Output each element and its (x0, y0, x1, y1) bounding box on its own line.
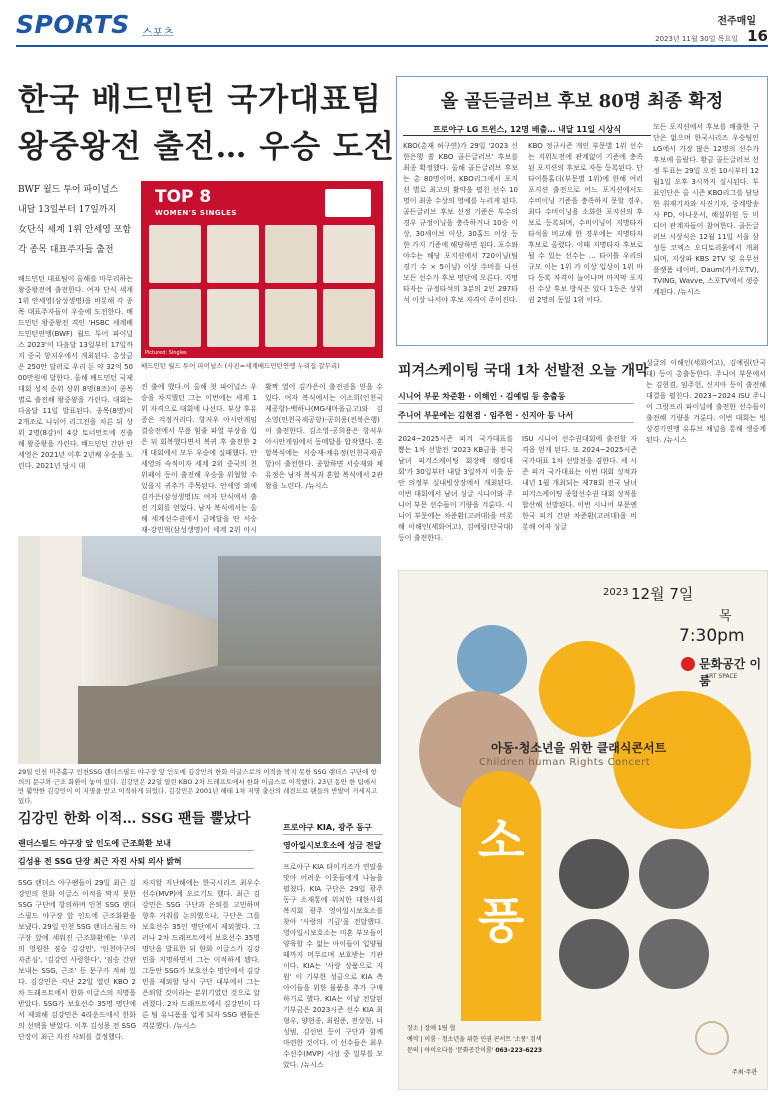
subhead-line: BWF 월드 투어 파이널스 (18, 185, 119, 195)
ad-title-en: Children human Rights Concert (479, 757, 651, 768)
performer-photo (559, 919, 629, 989)
ad-date: 12월 7일 (631, 585, 694, 603)
badminton-photo (141, 181, 383, 358)
figure-col-1: 2024~2025시즌 피겨 국가대표를 뽑는 1차 선발전 '2023 KB금융 전국남녀 피겨스케이팅 회장배 랭킹대회'가 30일부터 내달 3일까지 이틀 동안 의정부 실내빙상장에서 개최된다. 이번 대회에서 남녀 싱글 시니어와 주니어 부문 선수들이 기량을 겨룬다. 시니어 부문에는 차준환(고려대)을 비롯해 이해인(세화여고), 김예림(단국대) 등이 출전한다. (398, 435, 513, 542)
photo-subtitle: WOMEN'S SINGLES (155, 209, 237, 217)
wreath-caption: 29일 인천 미추홀구 인천SSG 랜더스필드 야구장 앞 인도에 김강민의 한화 이글스로의 이적을 막지 못한 SSG 랜더스 구단에 항의의 문구와 근조 화환이 놓여 있다. 김강민은 22일 열린 KBO 2차 드래프트에서 한화 이글스로 이적했다. 23년 동안 한 팀에서만 활약한 김강민이 이 지명을 받고 이적하게 되었다. 김강민은 2001년 해태 1차 지명 출신의 레전드로 팬들의 반발이 거세지고 있다. (18, 768, 378, 805)
ad-venue-en: ART SPACE (705, 673, 738, 680)
paper-name: 전주매일 (717, 16, 756, 27)
ad-year: 2023 (603, 587, 629, 598)
subhead-line: 女단식 세계 1위 안세영 포함 (18, 225, 132, 235)
golden-sub: 프로야구 LG 트윈스, 12명 배출… 내달 11일 시상식 (432, 125, 622, 134)
venue-logo-icon (681, 657, 695, 671)
ssg-sub-2: 김성용 전 SSG 단장 최근 자진 사퇴 의사 밝혀 (18, 857, 182, 866)
ad-time: 7:30pm (679, 626, 745, 646)
wreath-flowers (18, 536, 40, 764)
golden-col-1: KBO(총재 허구연)가 29일 '2023 신한은행 쏠 KBO 골든글러브' 후보를 최종 확정했다. 올해 골든글러브 후보는 총 80명이며, KBO리그에서 포지션 별로 최고의 활약을 펼친 선수 10명이 최종 수상의 영예를 누리게 된다. 골든글러브 후보 선정 기준은 투수의 경우 규정이닝을 충족하거나 10승 이상, 30세이브 이상, 30홀드 이상 등 한 가지 기준에 해당하면 된다. 포수와 야수는 해당 포지션에서 720이닝(팀 경기 수 × 5이닝) 이상 수비를 나선 모든 선수가 후보 명단에 오른다. 지명타자는 규정타석의 3분의 2인 297타석 이상 나서야 후보 자격이 주어진다. (403, 142, 518, 304)
performer-photo (559, 839, 629, 909)
ad-host: 주최·주관 (731, 1069, 757, 1076)
kia-headline: 영아일시보호소에 성금 전달 (283, 841, 382, 850)
player-photo (323, 289, 375, 347)
ssg-col-2: 차지할 지난해에는 한국시리즈 최우수 선수(MVP)에 오르기도 했다. 최근 김강민은 SSG 구단과 은퇴를 고민하며 향후 거취를 논의했으나, 구단은 그를 보호선수 35인 명단에서 제외했다. 그러나 2차 드래프트에서 보호선수 35명 명단을 발표한 뒤 한화 이글스가 김강민을 지명하면서 그는 이적하게 됐다. 그동안 SSG가 보호선수 명단에서 김강민을 제외할 당시 구단 내부에서 그는 은퇴할 것이라는 분위기였던 것으로 알려졌다. 2차 드래프트에서 김강민이 다른 팀 유니폼을 입게 되자 SSG 팬들은 격분했다. /뉴시스 (142, 879, 260, 1030)
ssg-sub-1: 랜더스필드 야구장 앞 인도에 근조화환 보내 (18, 839, 172, 848)
golden-sub-rule (403, 135, 651, 136)
players-grid (149, 225, 375, 349)
player-photo (265, 225, 317, 283)
golden-glove-box (396, 76, 768, 346)
section-title-ko: 스포츠 (142, 26, 174, 39)
trees (218, 556, 381, 666)
ad-venue: 문화공간 이룸 (699, 657, 762, 688)
kia-kicker: 프로야구 KIA, 광주 동구 (283, 823, 372, 832)
concert-ad (398, 570, 768, 1090)
badminton-subheads (18, 180, 133, 260)
figure-headline: 피겨스케이팅 국대 1차 선발전 오늘 개막 (398, 363, 649, 379)
kia-body: 프로야구 KIA 타이거즈가 연말을 맞아 어려운 이웃들에게 나눔을 펼쳤다. KIA 구단은 29일 광주 동구 소재통에 위치한 대한사회복지회 광주 영아일시보호소를 찾아 '사랑의 기금'을 전달했다. 영아일시보호소는 미혼 부모들이 양육할 수 없는 아이들이 입양될 때까지 머무르며 보호받는 기관이다. KIA는 '사랑 상품으로 지원' 이 기부한 성금으로 KIA 측 아이들을 위한 물품을 추가 구매하기로 했다. KIA는 이날 전달된 기부금은 2023시즌 선수 KIA 최형우, 양현종, 최원준, 전상현, 나성범, 김선빈 등이 구단과 함께 마련한 것이다. 이 선수들은 최우수선수(MVP) 시상 중 일부를 모았다. /뉴시스 (283, 863, 383, 1069)
ad-seal-icon (695, 1021, 729, 1055)
ad-title-ko: 아동·청소년을 위한 클래식콘서트 (491, 741, 667, 755)
ad-info-line: 장소 | 장애 1팀 협 (407, 1025, 456, 1032)
ad-info-line: 예약 | 이룸 · 청소년을 위한 인권 콘서트 '소풍' 검색 (407, 1036, 542, 1043)
badminton-headline-1: 한국 배드민턴 국가대표팀 (18, 82, 382, 118)
ssg-col-1: SSG 랜더스 야구팬들이 29일 최근 김강민의 한화 이글스 이적을 막지 못한 SSG 구단에 항의하며 인천 SSG 랜더스필드 야구장 앞 인도에 근조화환을 보냈다. 29일 인천 SSG 랜더스필드 야구장 앞에 세워진 근조화환에는 '우리의 영원한 짐승 김강민', '인천야구의 자존심', '김강민 사랑한다', '짐승 간판 보내는 SSG, 근조' 등 문구가 적혀 있다. 김강민은 지난 22일 열린 KBO 2차 드래프트에서 한화 이글스의 지명을 받았다. SSG가 보호선수 35명 명단에서 제외해 김강민은 4라운드에서 한화의 선택을 받았다. 이후 김성용 전 SSG 단장이 최근 자진 사퇴를 결정했다. (18, 879, 136, 1041)
wreath-photo (18, 536, 381, 764)
badminton-col-3: 활짝 열어 김가은이 출전권을 얻을 수 있다. 여자 복식에서는 이소희(인천국제공항)-백하나(MG새마을금고)와 김소영(인천국제공항)-공희용(전북은행)이 출전한다. 김소영-공희용은 항저우 아시안게임에서 동메달을 합작했다. 혼합복식에는 서승재-채유정(인천국제공항)이 출전한다. 종합하면 서승재와 채유정은 남자 복식과 혼합 복식에서 2관왕을 노린다. /뉴시스 (265, 383, 383, 490)
subhead-line: 각 종목 대표주자들 출전 (18, 245, 114, 255)
player-photo (323, 225, 375, 283)
issue-date: 2023년 11월 30일 목요일 (655, 35, 738, 43)
ad-photo-circle-1 (457, 625, 527, 695)
section-title: SPORTS (16, 10, 130, 39)
player-photo (207, 225, 259, 283)
ad-info-line: 문의 | 아이오다음 '문화공간이룸' 063-223-6223 (407, 1047, 543, 1054)
badminton-headline-2: 왕중왕전 출전… 우승 도전 (18, 129, 395, 165)
golden-headline: 올 골든글러브 후보 80명 최종 확정 (440, 91, 724, 112)
badminton-col-1: 배드민턴 대표팀이 올해를 마무리하는 왕중왕전에 출전한다. 여자 단식 세계 1위 안세영(삼성생명)을 비롯해 각 종목 대표주자들이 우승에 도전한다. 배드민턴 왕중왕전 격인 'HSBC 세계배드민턴연맹(BWF) 월드 투어 파이널스 2023'이 다음달 13일부터 17일까지 중국 항저우에서 개최된다. 총상금은 250만 달러로 우리 돈 약 32억 5000만원에 달한다. 올해 배드민턴 국제 대회 성적 순위 상위 8명(8조)이 종목별로 출전해 왕중왕을 가린다. 대회는 다음달 11일 발표된다. 종목(8명)이 2개조로 나뉘어 리그전을 치른 뒤 상위 2명(8강)이 4강 토너먼트에 진출해 왕중왕을 가린다. 배드민턴 간판 안세영은 2021년 이후 2년째 우승을 노린다. 2021년 당시 대 (18, 275, 133, 470)
ad-info (407, 1023, 697, 1056)
bwf-logo (325, 189, 371, 217)
subhead-line: 내달 13일부터 17일까지 (18, 205, 117, 215)
photo-title: TOP 8 (155, 187, 212, 207)
figure-sub-rule-1 (398, 403, 634, 404)
ad-weekday: 목 (719, 609, 732, 624)
header-rule (16, 45, 768, 47)
performer-photo (639, 919, 709, 989)
badminton-col-2: 진 출에 했다.이 올해 첫 파이널스 우승을 차지했던 그는 이번에는 세계 1위 자격으로 대회에 나선다. 부상 후유증은 걱정거리다. 항저우 아시안게임 결승전에서 무릎 힘줄 파열 부상을 입은 뒤 회복했다면서 복귀 후 출전한 2개 대회에서 모두 우승에 실패했다. 안세영의 숙적이자 세계 2위 중국의 천위페이 등이 출전해 우승을 위협할 수 있을지 귀추가 주목된다. 안세영 외에 김가은(삼성생명)도 여자 단식에서 출전 기회를 얻었다. 남자 복식에서는 올해 세계선수권에서 금메달을 딴 서승재-강민혁(삼성생명)이 세계 2위 아시 (141, 383, 257, 534)
player-photo (149, 225, 201, 283)
photo-credit: Pictured: Singles (145, 350, 187, 356)
player-photo (207, 289, 259, 347)
player-photo (149, 289, 201, 347)
ssg-headline: 김강민 한화 이적… SSG 팬들 뿔났다 (18, 811, 251, 827)
player-photo (265, 289, 317, 347)
figure-sub-1: 시니어 부문 차준환 · 이해인 · 김예림 등 총출동 (398, 392, 566, 401)
ad-vertical-title: 소풍 (477, 813, 525, 949)
figure-col-2: ISU 시니어 선수권대회에 출전할 자격을 얻게 된다. 또 2024~2025시즌 국가대표 1차 선발전을 겸한다. 세 시즌 피겨 국가대표는 이번 대회 성적과 내년 1월 개최되는 제78회 전국 남녀 피겨스케이팅 종합선수권 대회 성적을 합산해 선발된다. 이번 시니어 부문엔 한국 피겨 간판 차준환(고려대)을 비롯해 여자 싱글 (522, 435, 637, 531)
sidewalk (78, 686, 381, 764)
figure-sub-rule-2 (398, 422, 634, 423)
ad-photo-circle-2 (539, 641, 635, 737)
performer-photo (639, 839, 709, 909)
page-header (16, 10, 768, 46)
ssg-sub-rule-2 (18, 868, 254, 869)
kia-headline-rule (283, 852, 383, 853)
kia-kicker-rule (283, 834, 383, 835)
golden-col-2: KBO 정규시즌 개인 부문별 1위 선수는 지위도전에 관계없이 기준에 충족된 포지션의 후보로 자동 등록된다. 단 타이틀홀더(부문별 1위)에 한해 여러 포지션 출전으로 어느 포지션에서도 수비이닝 기준을 충족하지 못할 경우, 최다 수비이닝을 소화한 포지션의 후보로 등록되며, 수비이닝이 지명타자 타석을 비교해 한 경우에는 지명타자 후보로 올렸다. 이때 지명타자 후보로 될 수 있는 선수는 … 타이틀 우리의 규모 이는 1위 가 이상 입상이 1위 마다 등록 자격이 늘어나며 마지막 포지션 수상 후보 방식은 있다 1등은 상위권 2명의 동일 1위 이다. (528, 142, 643, 304)
badminton-caption: 배드민턴 월드 투어 파이널스 (사진=세계배드민턴연맹 누리집 갈무리) (141, 362, 340, 370)
figure-sub-2: 주니어 부문에는 김현겸 · 임주헌 · 신지아 등 나서 (398, 411, 574, 420)
wreath-banner (40, 536, 82, 764)
page-number: 16 (747, 27, 768, 45)
figure-col-3: 싱글의 이해인(세화여고), 김예림(단국대) 등이 총출동한다. 주니어 부문에서는 김현겸, 임주헌, 신지아 등이 출전해 대결을 펼친다. 2023~2024 ISU 주니어 그랑프리 파이널에 출전한 선수들이 출전해 기량을 겨룬다. 이번 대회는 빙상경기연맹 유튜브 채널을 통해 생중계된다. /뉴시스 (646, 359, 766, 444)
ssg-sub-rule-1 (18, 850, 254, 851)
golden-col-3: 모든 포지션에서 후보를 배출한 구단은 없으며 한국시리즈 우승팀인 LG에서 가장 많은 12명의 선수가 후보에 올랐다. 황금 골든글러브 선정 투표는 29일 오전 10시부터 12월1일 오후 3시까지 실시된다. 투표인단은 올 시즌 KBO리그를 담당한 취재기자와 사진기자, 중계방송사 PD, 아나운서, 해설위원 등 미디어 관계자들이 참여한다. 골든글러브 시상식은 12월 11일 서울 삼성동 코엑스 오디토리움에서 개최되며, 지상파 KBS 2TV 및 유무선 플랫폼 네이버, Daum(카카오TV), TVING, Wavve, 스포TV에서 생중계된다. /뉴시스 (653, 123, 759, 296)
